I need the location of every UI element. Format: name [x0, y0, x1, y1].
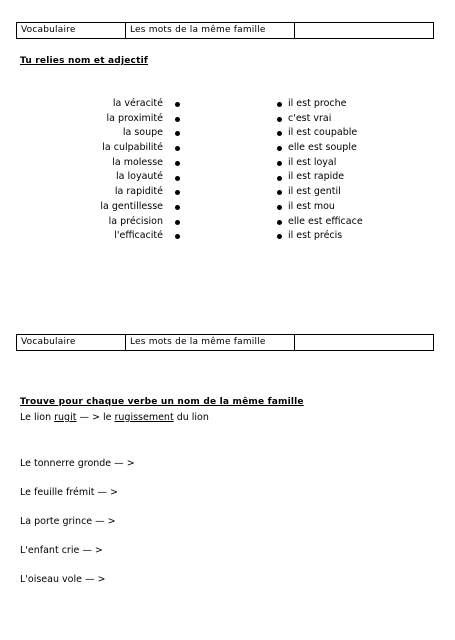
- left-dot[interactable]: [175, 190, 180, 195]
- left-dot[interactable]: [175, 205, 180, 210]
- header-subject: Vocabulaire: [17, 335, 126, 351]
- adjective-item: il est coupable: [288, 127, 358, 139]
- right-dot[interactable]: [277, 234, 282, 239]
- noun-item: la gentillesse: [100, 200, 163, 212]
- left-dot[interactable]: [175, 117, 180, 122]
- adjective-item: il est mou: [288, 200, 335, 212]
- right-dot[interactable]: [277, 117, 282, 122]
- header-blank: [295, 335, 434, 351]
- noun-item: la proximité: [106, 112, 163, 124]
- example-verb: rugit: [54, 412, 77, 423]
- noun-item: la véracité: [112, 98, 163, 109]
- noun-item: l'efficacité: [114, 230, 163, 242]
- left-dot[interactable]: [175, 234, 180, 239]
- header-topic: Les mots de la même famille: [126, 23, 295, 39]
- left-dot[interactable]: [175, 220, 180, 225]
- header-table-1: [16, 22, 434, 39]
- header-topic: Les mots de la même famille: [126, 335, 295, 351]
- exercise-line: Le tonnerre gronde — >: [20, 458, 135, 469]
- adjective-item: elle est efficace: [288, 215, 363, 227]
- exercise-line: L'enfant crie — >: [20, 545, 103, 556]
- example-noun: rugissement: [114, 412, 174, 423]
- right-dot[interactable]: [277, 205, 282, 210]
- left-dot[interactable]: [175, 131, 180, 136]
- left-dot[interactable]: [175, 176, 180, 181]
- exercise-line: La porte grince — >: [20, 516, 116, 527]
- right-dot[interactable]: [277, 102, 282, 107]
- example-mid: — > le: [76, 412, 115, 423]
- header-subject: Vocabulaire: [17, 23, 126, 39]
- example-post: du lion: [173, 412, 209, 423]
- noun-item: la soupe: [122, 127, 163, 139]
- left-dot[interactable]: [175, 102, 180, 107]
- header-table-2: [16, 334, 434, 351]
- right-dot[interactable]: [277, 146, 282, 151]
- example-line: [20, 412, 209, 423]
- section1-title: Tu relies nom et adjectif: [20, 56, 148, 66]
- exercise-line: Le feuille frémit — >: [20, 487, 118, 498]
- section2-title: Trouve pour chaque verbe un nom de la même famille: [20, 397, 304, 407]
- adjectives-column: [288, 97, 448, 244]
- left-dot[interactable]: [175, 146, 180, 151]
- nouns-column: [20, 97, 163, 244]
- noun-item: la culpabilité: [102, 142, 163, 154]
- right-dot[interactable]: [277, 220, 282, 225]
- header-blank: [295, 23, 434, 39]
- adjective-item: il est précis: [288, 230, 343, 242]
- exercise-line: L'oiseau vole — >: [20, 574, 106, 585]
- left-dot[interactable]: [175, 161, 180, 166]
- right-dot[interactable]: [277, 176, 282, 181]
- adjective-item: il est proche: [288, 98, 347, 109]
- noun-item: la molesse: [112, 156, 163, 168]
- noun-item: la loyauté: [116, 171, 163, 183]
- right-dot[interactable]: [277, 131, 282, 136]
- example-pre: Le lion: [20, 412, 55, 423]
- adjective-item: elle est souple: [288, 142, 357, 154]
- noun-item: la rapidité: [114, 186, 163, 198]
- noun-item: la précision: [108, 215, 163, 227]
- adjective-item: il est rapide: [288, 171, 345, 183]
- adjective-item: il est gentil: [288, 186, 341, 198]
- adjective-item: c'est vrai: [288, 112, 332, 124]
- right-dot[interactable]: [277, 190, 282, 195]
- adjective-item: il est loyal: [288, 156, 337, 168]
- right-dot[interactable]: [277, 161, 282, 166]
